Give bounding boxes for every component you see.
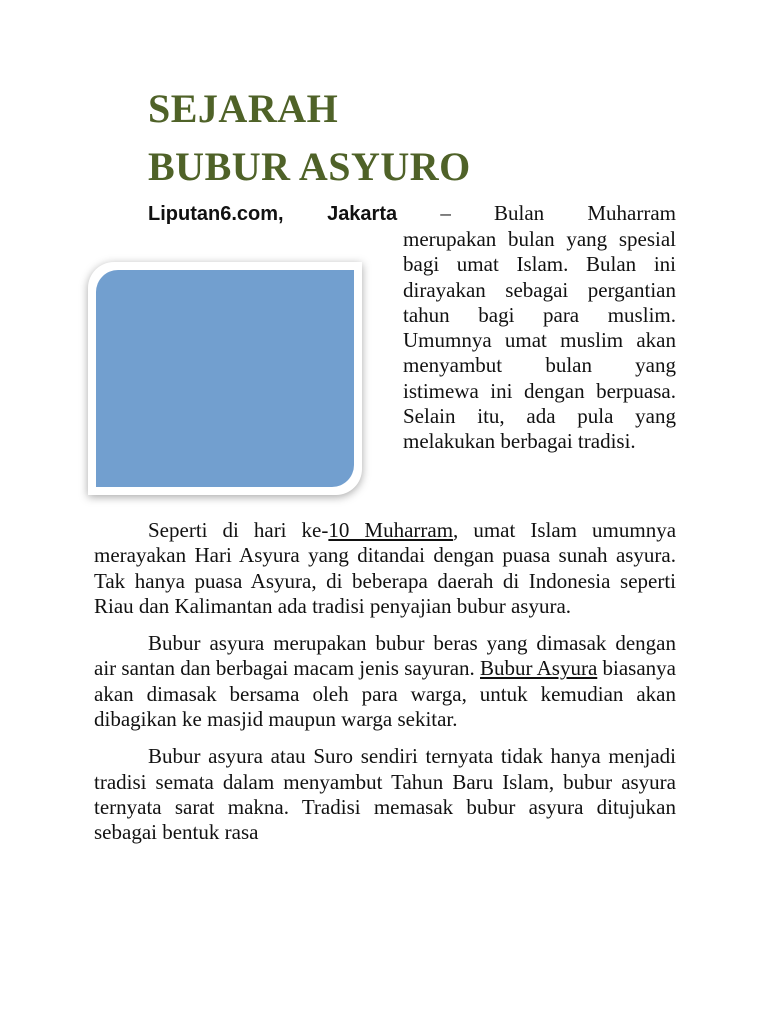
article-image-fill <box>96 270 354 487</box>
link-10-muharram[interactable]: 10 Muharram <box>328 518 454 542</box>
paragraph-1-text-a: Seperti di hari ke- <box>148 518 329 542</box>
intro-wrapped-text: merupakan bulan yang spesial bagi umat Islam. Bulan ini dirayakan sebagai pergantian tahun bagi para muslim. Umumnya umat muslim akan menyambut bulan yang istimewa ini dengan berpuasa. Selain itu, ada pula yang melakukan berbagai tradisi. <box>403 227 676 454</box>
intro-first-line <box>148 201 676 227</box>
link-bubur-asyura[interactable]: Bubur Asyura <box>480 656 598 681</box>
article-body <box>94 518 676 858</box>
paragraph-2 <box>94 631 676 732</box>
article-title-line-1: SEJARAH <box>148 86 339 131</box>
intro-first-words: Bulan Muharram <box>494 201 677 225</box>
article-image-placeholder <box>88 262 362 495</box>
article-title <box>148 80 471 196</box>
paragraph-3: Bubur asyura atau Suro sendiri ternyata tidak hanya menjadi tradisi semata dalam menyambut Tahun Baru Islam, bubur asyura ternyata sarat makna. Tradisi memasak bubur asyura ditujukan sebagai bentuk rasa <box>94 744 676 845</box>
paragraph-1-text-b: , umat Islam umumnya merayakan Hari Asyura yang ditandai dengan puasa sunah asyura. Tak hanya puasa Asyura, di beberapa daerah di Indonesia seperti Riau dan Kalimantan ada tradisi penyajian bubur asyura. <box>94 518 677 618</box>
paragraph-1 <box>94 518 676 619</box>
byline-dash: – <box>397 201 495 225</box>
paragraph-2-text-b: biasanya akan dimasak bersama oleh para warga, untuk kemudian akan dibagikan ke masjid maupun warga sekitar. <box>94 656 676 732</box>
intro-lead <box>148 201 676 227</box>
article-title-line-2: BUBUR ASYURO <box>148 144 471 189</box>
paragraph-2-text-a: Bubur asyura merupakan bubur beras yang dimasak dengan air santan dan berbagai macam jenis sayuran. <box>94 631 676 681</box>
byline: Liputan6.com, Jakarta <box>148 203 398 225</box>
